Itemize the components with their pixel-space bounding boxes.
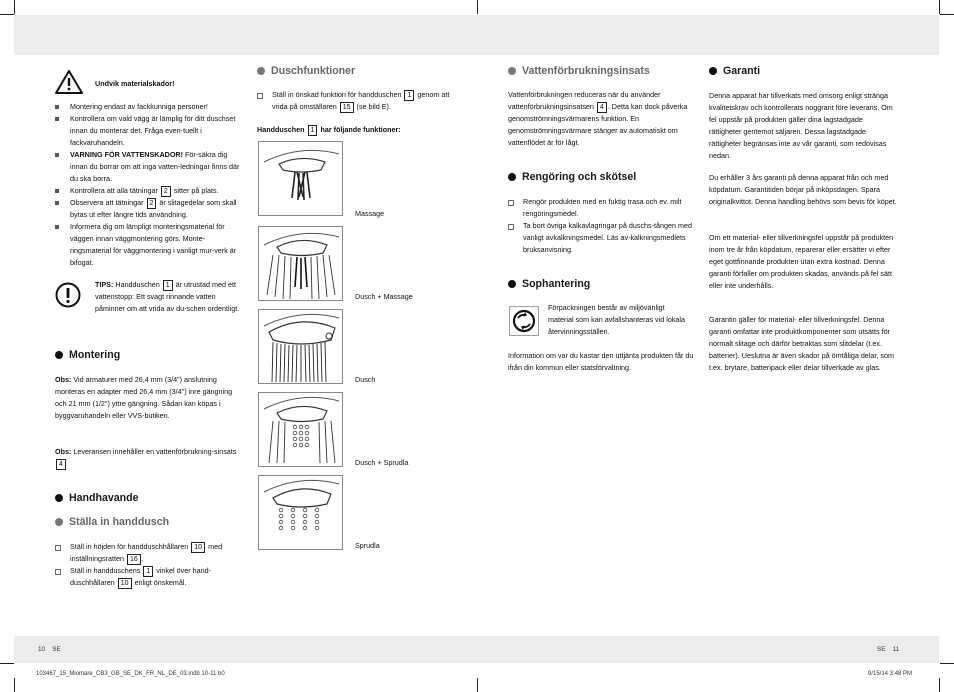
garanti-paragraph: Denna apparat har tillverkats med omsorg enligt stränga kvalitetskrav och kontrollerats noggrant före leverans. Om fel uppstår på produkten gäller dina lagstadgade rättigheter gentemot säljaren. Dessa lagstadgade rättigheter begränsas inte av vår garanti, som redovisas nedan. (709, 91, 893, 160)
function-label: Dusch + Massage (355, 292, 413, 301)
ref-number: 4 (56, 459, 66, 470)
checkbox-bullet-icon (55, 545, 61, 551)
list-item: Ställ in handduschens 1 vinkel över hand-duschhållaren 10 enligt önskemål. (55, 565, 245, 589)
section-heading-rengoring: Rengöring och skötsel (508, 171, 636, 183)
crop-mark (939, 0, 940, 14)
stalla-list (55, 541, 245, 589)
list-item: Informera dig om lämpligt monteringsmaterial för väggen innan väggmontering görs. Monte-ringsmaterial för väggmontering i vanligt mur-verk är bifogat. (55, 221, 245, 269)
dusch-massage-image (258, 226, 343, 301)
ref-number: 2 (147, 198, 157, 209)
dusch-image (258, 309, 343, 384)
crop-mark (940, 663, 954, 664)
crop-mark (0, 14, 14, 15)
checkbox-bullet-icon (508, 200, 514, 206)
garanti-paragraph: Garantin gäller för material- eller tillverkningsfel. Denna garanti omfattar inte produktkomponenter som utsätts för normalt slitage och därför betraktas som slitdelar (t.ex. batterier). Ueslutna är även skador på ömtåliga delar, som t.ex. brytare, batteripack eller delar tillverkade av glas. (709, 315, 894, 372)
garanti-paragraph: Du erhåller 3 års garanti på denna apparat från och med köpdatum. Garantitiden börjar på inköpsdagen. Spara originalkvittot. Denna handling behövs som bevis för köpet. (709, 173, 897, 206)
checkbox-bullet-icon (55, 569, 61, 575)
square-bullet-icon (55, 201, 59, 205)
bullet-icon (709, 67, 717, 75)
bullet-icon (55, 518, 63, 526)
list-item: Ta bort övriga kalkavlagringar på duschs-tången med vanligt avkalkningsmedel. Läs av-kalkningsmedlets bruksanvisning. (508, 220, 693, 256)
bullet-icon (55, 494, 63, 502)
list-item: Kontrollera att alla tätningar 2 sitter på plats. (55, 185, 245, 197)
ref-number: 1 (308, 125, 318, 136)
crop-mark (477, 0, 478, 14)
vatten-paragraph: Vattenförbrukningen reduceras när du använder vattenförbrukningsinsatsen 4 . Detta kan dock påverka genomströmningsvärmarens funktion. En genomströmningsvärmare stänger av automatiskt om vattenflödet är för lågt. (508, 90, 688, 147)
ref-number: 1 (404, 90, 414, 101)
ref-number: 16 (127, 554, 141, 565)
bullet-icon (257, 67, 265, 75)
bullet-icon (508, 280, 516, 288)
section-heading-sophantering: Sophantering (508, 278, 590, 290)
bullet-icon (508, 173, 516, 181)
ref-number: 10 (118, 578, 132, 589)
exclamation-circle-icon (55, 282, 81, 308)
list-item: Ställ in höjden för handduschhållaren 10 med inställningsratten 16 . (55, 541, 245, 565)
square-bullet-icon (55, 117, 59, 121)
ref-number: 1 (143, 566, 153, 577)
rengoring-list (508, 196, 693, 256)
header-band (14, 15, 939, 55)
ref-number: 2 (161, 186, 171, 197)
function-label: Dusch + Sprudla (355, 458, 409, 467)
section-heading-handhavande: Handhavande (55, 492, 138, 504)
function-label: Massage (355, 209, 385, 218)
section-heading-montering: Montering (55, 349, 120, 361)
duschfunktioner-instruction: Ställ in önskad funktion för handduschen 1 genom att vrida på omställaren 15 (se bild E). (257, 89, 457, 113)
obs-paragraph: Obs: Vid armaturer med 26,4 mm (3/4") anslutning monteras en adapter med 26,4 mm (3/4") inre gängning och 21 mm (1/2") yttre gängning. Sådan kan köpas i byggvaruhandeln eller VVS-butiken. (55, 375, 233, 420)
ref-number: 4 (597, 102, 607, 113)
section-heading-garanti: Garanti (709, 65, 760, 77)
square-bullet-icon (55, 105, 59, 109)
crop-mark (14, 0, 15, 14)
recycling-text: Förpackningen består av miljövänligt material som kan avfallshanteras vid lokala återvinningsställen. (548, 303, 686, 336)
checkbox-bullet-icon (508, 224, 514, 230)
massage-image (258, 141, 343, 216)
warning-title: Undvik materialskador! (95, 79, 175, 88)
tips-text: TIPS: Handduschen 1 är utrustad med ett vattenstopp: Ett svagt rinnande vatten påminner om att vrida av du-schen ordentligt. (95, 280, 240, 313)
crop-mark (940, 14, 954, 15)
function-label: Sprudla (355, 541, 380, 550)
square-bullet-icon (55, 153, 59, 157)
file-slug: 103467_15_Miomare_CB3_GB_SE_DK_FR_NL_DE_03.indb 10-11 b0 (36, 671, 225, 677)
list-item: Observera att tätningar 2 är slitagedelar som skall bytas ut efter längre tids användning. (55, 197, 245, 221)
checkbox-bullet-icon (257, 93, 263, 99)
warning-list (55, 101, 245, 269)
list-item: Montering endast av fackkunniga personer! (55, 101, 245, 113)
list-item: Kontrollera om vald vägg är lämplig för ditt duschset innan du monterar det. Fråga even-tuellt i fackvaruhandeln. (55, 113, 245, 149)
dusch-sprudla-image (258, 392, 343, 467)
section-heading-stalla: Ställa in handdusch (55, 516, 169, 528)
crop-mark (939, 678, 940, 692)
ref-number: 15 (340, 102, 354, 113)
list-item: Rengör produkten med en fuktig trasa och ev. milt rengöringsmedel. (508, 196, 693, 220)
section-heading-duschfunktioner: Duschfunktioner (257, 65, 355, 77)
warning-triangle-icon (55, 70, 83, 94)
sophantering-paragraph: Information om var du kastar den uttjänta produkten får du ifrån din kommun eller statsförvaltning. (508, 351, 694, 372)
square-bullet-icon (55, 189, 59, 193)
crop-mark (477, 678, 478, 692)
section-heading-vattenforbrukning: Vattenförbrukningsinsats (508, 65, 650, 77)
footer-band (14, 636, 939, 663)
recycling-icon (509, 306, 539, 336)
crop-mark (0, 663, 14, 664)
ref-number: 10 (191, 542, 205, 553)
ref-number: 1 (163, 280, 173, 291)
crop-mark (14, 678, 15, 692)
bullet-icon (55, 351, 63, 359)
page-number-left: 10 SE (38, 646, 61, 653)
garanti-paragraph: Om ett material- eller tillverkningsfel uppstår på produkten inom tre år från köpdatum, reparerar eller ersätter vi efter eget gottfinnande produkten utan extra kostnad. Denna garanti förfaller om produkten skadas, används på fel sätt eller inte underhålls. (709, 233, 894, 290)
print-date: 9/15/14 3:48 PM (868, 671, 913, 677)
page-number-right: SE 11 (877, 646, 900, 653)
square-bullet-icon (55, 225, 59, 229)
function-label: Dusch (355, 375, 376, 384)
functions-subheading: Handduschen 1 har följande funktioner: (257, 125, 401, 134)
obs-paragraph: Obs: Leveransen innehåller en vattenförbrukning-sinsats 4 (55, 447, 237, 468)
list-item: VARNING FÖR VATTENSKADOR! För-säkra dig innan du borrar om att inga vatten-ledningar finns där du ska borra. (55, 149, 245, 185)
sprudla-image (258, 475, 343, 550)
bullet-icon (508, 67, 516, 75)
